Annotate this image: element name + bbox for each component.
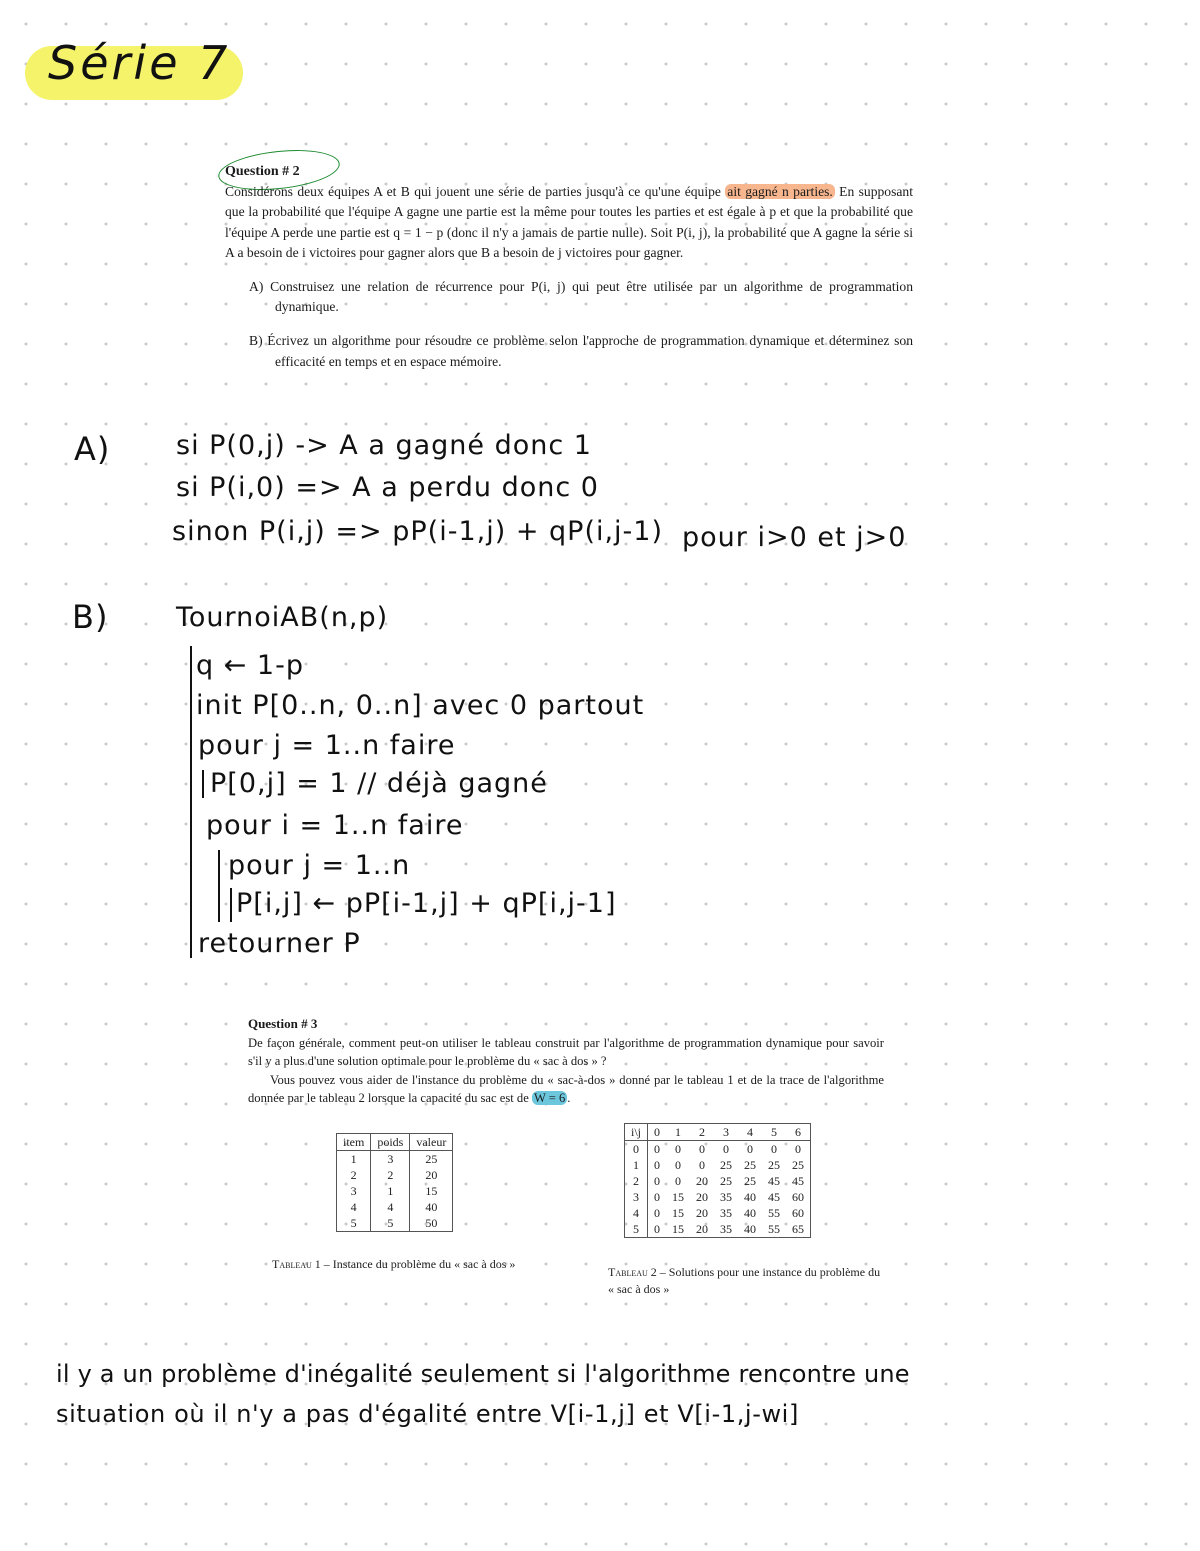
table-row [337, 1215, 453, 1232]
table-header-cell: poids [371, 1134, 410, 1151]
table-cell: 20 [696, 1174, 709, 1188]
table-cell: 25 [425, 1152, 438, 1166]
table-header-cell: item [337, 1134, 371, 1151]
table-cell: 25 [720, 1174, 733, 1188]
algorithm-line: pour i = 1..n faire [206, 810, 464, 841]
question-2-block [225, 162, 913, 372]
table-cell: 45 [792, 1174, 805, 1188]
table-row [337, 1183, 453, 1199]
answer-a-line3: sinon P(i,j) => pP(i-1,j) + qP(i,j-1) [172, 516, 664, 547]
table-row [625, 1189, 811, 1205]
answer-a-condition: pour i>0 et j>0 [682, 522, 907, 553]
table-cell: 25 [720, 1158, 733, 1172]
table-cell: 0 [654, 1222, 661, 1236]
table-1-caption [272, 1256, 552, 1273]
question-3-text: Vous pouvez vous aider de l'instance du problème du « sac-à-dos » donné par le tableau 1 et de la trace de l'algorithme donnée par le tableau 2 lorsque la capacité du sac est de [248, 1072, 884, 1105]
table-1-caption-text: – Instance du problème du « sac à dos » [320, 1257, 516, 1271]
table-cell: 15 [672, 1190, 685, 1204]
answer-a-line1: si P(0,j) -> A a gagné donc 1 [176, 430, 592, 461]
table-cell: 1 [337, 1151, 371, 1168]
table-header-cell: valeur [410, 1134, 453, 1151]
table-row [625, 1221, 811, 1238]
table-cell: 20 [696, 1190, 709, 1204]
table-cell: 55 [768, 1222, 781, 1236]
question-2-part-b: B) Écrivez un algorithme pour résoudre ce problème selon l'approche de programmation dynamique et déterminez son efficacité en temps et en espace mémoire. [249, 333, 913, 369]
table-cell: 15 [672, 1222, 685, 1236]
table-header-cell: 1 [666, 1124, 690, 1141]
answer-b-label: B) [72, 598, 109, 636]
table-cell: 0 [625, 1141, 648, 1158]
table-header-cell: 2 [690, 1124, 714, 1141]
table-cell: 3 [337, 1183, 371, 1199]
answer-q3-line2: situation où il n'y a pas d'égalité entre V[i-1,j] et V[i-1,j-wi] [56, 1400, 799, 1428]
table-cell: 1 [625, 1157, 648, 1173]
table-cell: 1 [371, 1183, 410, 1199]
table-cell: 0 [699, 1158, 706, 1172]
table-row [625, 1205, 811, 1221]
table-cell: 0 [675, 1174, 682, 1188]
table-cell: 0 [723, 1142, 730, 1156]
table-cell: 25 [744, 1174, 757, 1188]
question-2-text-part1: Considérons deux équipes A et B qui jouent une série de parties jusqu'à ce qu'une équipe [225, 184, 726, 200]
table-cell: 35 [720, 1190, 733, 1204]
table-cell: 0 [795, 1142, 802, 1156]
algorithm-line: init P[0..n, 0..n] avec 0 partout [196, 690, 645, 721]
table-cell: 0 [654, 1190, 661, 1204]
table-2-caption-text: – Solutions pour une instance du problème du « sac à dos » [608, 1265, 881, 1296]
algorithm-bracket-outer [190, 646, 192, 958]
table-cell: 5 [625, 1221, 648, 1238]
algorithm-line: P[0,j] = 1 // déjà gagné [210, 768, 548, 799]
question-2-body [225, 182, 913, 263]
question-3-block [248, 1015, 884, 1108]
table-row [625, 1173, 811, 1189]
algorithm-line: P[i,j] ← pP[i-1,j] + qP[i,j-1] [236, 888, 617, 919]
table-cell: 0 [699, 1142, 706, 1156]
table-cell: 0 [747, 1142, 754, 1156]
table-cell: 2 [337, 1167, 371, 1183]
knapsack-solution-table [624, 1123, 811, 1238]
table-cell: 2 [625, 1173, 648, 1189]
table-cell: 0 [654, 1142, 661, 1156]
table-row [337, 1151, 453, 1168]
table-cell: 60 [792, 1190, 805, 1204]
table-header-cell: i\j [625, 1124, 648, 1141]
table-cell: 20 [425, 1168, 438, 1182]
page-title: Série 7 [48, 36, 231, 90]
answer-q3-line1: il y a un problème d'inégalité seulement si l'algorithme rencontre une [56, 1360, 910, 1388]
algorithm-line: pour j = 1..n faire [198, 730, 456, 761]
table-cell: 4 [371, 1199, 410, 1215]
table-cell: 5 [337, 1215, 371, 1232]
table-cell: 3 [371, 1151, 410, 1168]
table-cell: 55 [768, 1206, 781, 1220]
table-cell: 0 [771, 1142, 778, 1156]
table-cell: 45 [768, 1174, 781, 1188]
table-cell: 40 [425, 1200, 438, 1214]
algorithm-line: retourner P [198, 928, 361, 959]
table-row [337, 1199, 453, 1215]
question-3-text-end: . [567, 1091, 571, 1105]
table-cell: 4 [337, 1199, 371, 1215]
table-cell: 40 [744, 1190, 757, 1204]
question-2-highlight: ait gagné n parties. [727, 184, 833, 200]
algorithm-line: q ← 1-p [196, 650, 304, 681]
table-cell: 25 [768, 1158, 781, 1172]
question-2-heading: Question # 2 [225, 164, 300, 179]
table-header-cell: 4 [738, 1124, 762, 1141]
table-header-row [625, 1124, 811, 1141]
algorithm-bracket-loop2 [218, 850, 220, 922]
table-cell: 50 [425, 1216, 438, 1230]
table-cell: 35 [720, 1222, 733, 1236]
table-cell: 4 [625, 1205, 648, 1221]
table-cell: 0 [654, 1206, 661, 1220]
algorithm-bracket-loop3 [230, 888, 232, 922]
table-header-cell: 0 [648, 1124, 667, 1141]
answer-a-label: A) [74, 430, 111, 468]
table-row [625, 1141, 811, 1158]
table-cell: 40 [744, 1206, 757, 1220]
table-header-row [337, 1134, 453, 1151]
table-cell: 15 [672, 1206, 685, 1220]
table-cell: 25 [792, 1158, 805, 1172]
table-header-cell: 6 [786, 1124, 811, 1141]
table-cell: 0 [675, 1142, 682, 1156]
table-cell: 2 [371, 1167, 410, 1183]
table-cell: 25 [744, 1158, 757, 1172]
knapsack-instance-table [336, 1133, 453, 1232]
table-cell: 0 [675, 1158, 682, 1172]
table-1-caption-label: Tableau 1 [272, 1257, 321, 1271]
table-cell: 0 [654, 1174, 661, 1188]
algorithm-line: pour j = 1..n [228, 850, 411, 881]
answer-a-line2: si P(i,0) => A a perdu donc 0 [176, 472, 599, 503]
table-cell: 40 [744, 1222, 757, 1236]
algorithm-header: TournoiAB(n,p) [176, 602, 389, 633]
table-cell: 15 [425, 1184, 438, 1198]
question-3-body2 [248, 1071, 884, 1108]
table-cell: 65 [792, 1222, 805, 1236]
table-2-caption-label: Tableau 2 [608, 1265, 657, 1279]
table-cell: 5 [371, 1215, 410, 1232]
table-cell: 0 [654, 1158, 661, 1172]
question-2-text-part2: En supposant que la probabilité que l'équipe A gagne une partie est la même pour toutes les parties et est égale à p et que la probabilité que l'équipe A perde une partie est q = 1 − p (donc il n'y a jamais de partie nulle). Soit P(i, j), la probabilité que A gagne la série si A a besoin de i victoires pour gagner alors que B a besoin de j victoires pour gagner. [225, 184, 913, 260]
table-header-cell: 5 [762, 1124, 786, 1141]
table-cell: 3 [625, 1189, 648, 1205]
question-3-heading: Question # 3 [248, 1016, 318, 1031]
question-3-body: De façon générale, comment peut-on utiliser le tableau construit par l'algorithme de programmation dynamique pour savoir s'il y a plus d'une solution optimale pour le problème du « sac à dos » ? [248, 1035, 884, 1068]
table-cell: 35 [720, 1206, 733, 1220]
table-cell: 45 [768, 1190, 781, 1204]
table-cell: 20 [696, 1222, 709, 1236]
table-2-caption [608, 1264, 888, 1298]
table-cell: 20 [696, 1206, 709, 1220]
capacity-highlight: W = 6 [533, 1091, 566, 1105]
table-row [337, 1167, 453, 1183]
algorithm-bracket-loop1 [202, 770, 204, 798]
table-row [625, 1157, 811, 1173]
question-2-part-a: A) Construisez une relation de récurrence pour P(i, j) qui peut être utilisée par un algorithme de programmation dynamique. [249, 279, 913, 315]
table-cell: 60 [792, 1206, 805, 1220]
table-header-cell: 3 [714, 1124, 738, 1141]
